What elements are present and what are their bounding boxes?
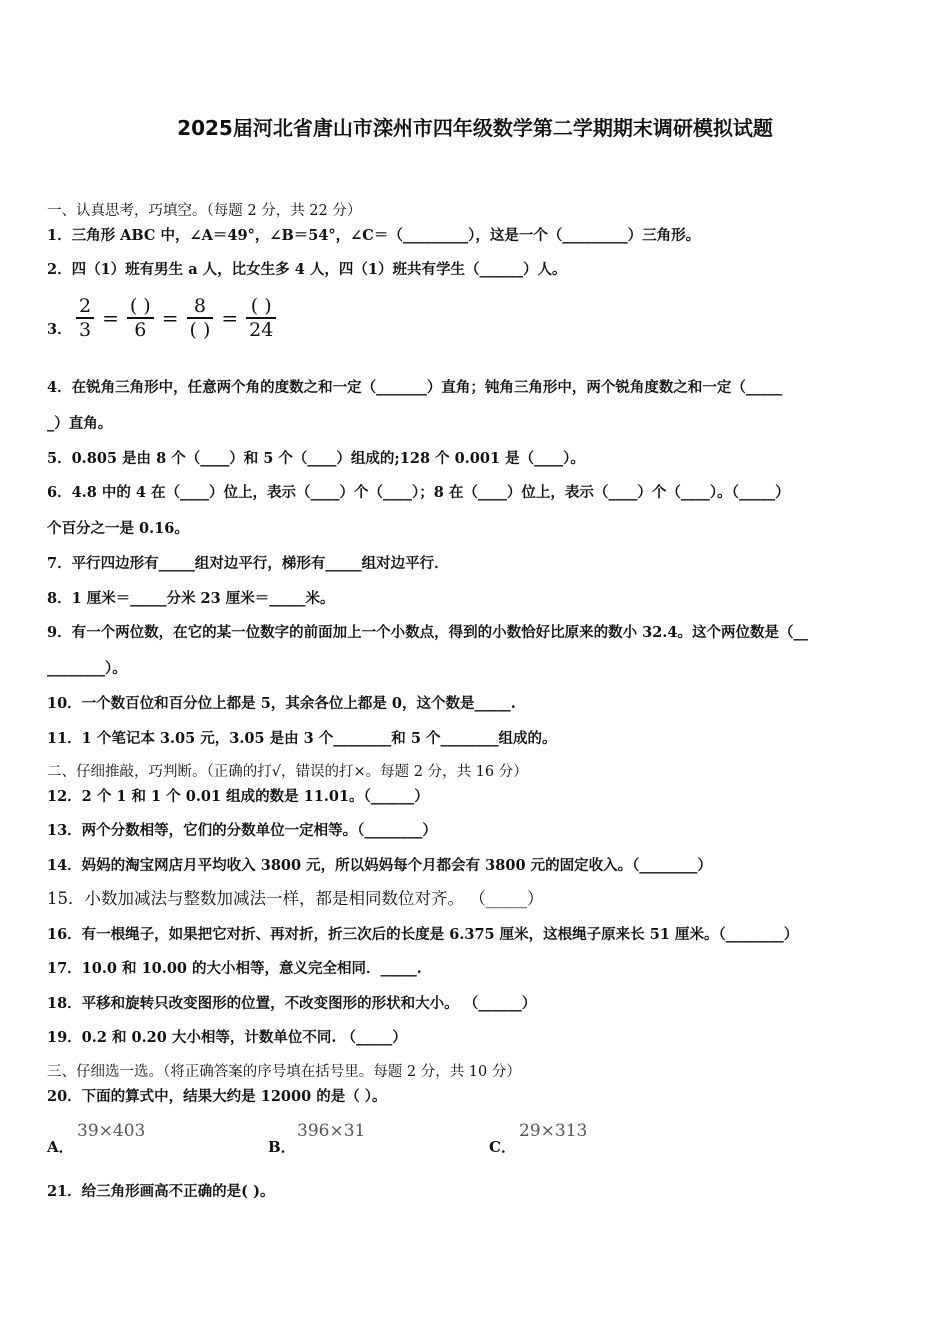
option-letter: A． xyxy=(47,1138,74,1156)
question-9-line-2: ________）。 xyxy=(47,660,127,677)
section-1-heading: 一、认真思考，巧填空。（每题 2 分，共 22 分） xyxy=(47,203,362,219)
question-4-line-1: 4．在锐角三角形中，任意两个角的度数之和一定（_______）直角；钝角三角形中，两个锐角度数之和一定（_____ xyxy=(47,379,783,396)
question-1: 1．三角形 ABC 中，∠A＝49°，∠B＝54°，∠C＝（_________），这是一个（_________）三角形。 xyxy=(47,227,701,244)
question-12: 12．2 个 1 和 1 个 0.01 组成的数是 11.01。（______） xyxy=(47,788,429,805)
question-21: 21．给三角形画高不正确的是( )。 xyxy=(47,1183,275,1200)
fraction-denominator: 6 xyxy=(134,319,147,341)
fraction-1 xyxy=(76,295,94,341)
fraction-4 xyxy=(246,295,276,341)
question-4-line-2: _）直角。 xyxy=(47,415,113,432)
question-3-fractions xyxy=(72,290,280,346)
option-expression: 396×31 xyxy=(297,1121,366,1141)
equals-sign: = xyxy=(161,306,179,330)
question-8: 8．1 厘米＝_____分米 23 厘米＝_____米。 xyxy=(47,590,335,607)
fraction-numerator: 8 xyxy=(193,295,206,317)
fraction-numerator: ( ) xyxy=(129,295,151,317)
question-17: 17．10.0 和 10.00 的大小相等，意义完全相同．_____. xyxy=(47,960,422,977)
question-9-line-1: 9．有一个两位数，在它的某一位数字的前面加上一个小数点，得到的小数恰好比原来的数小 32.4。这个两位数是（__ xyxy=(47,624,808,641)
question-3-label: 3． xyxy=(47,321,72,338)
option-expression: 29×313 xyxy=(519,1121,588,1141)
question-15: 15．小数加减法与整数加减法一样，都是相同数位对齐。 （_____） xyxy=(47,889,544,908)
fraction-denominator: ( ) xyxy=(189,319,211,341)
option-letter: C． xyxy=(489,1138,516,1156)
fraction-numerator: 2 xyxy=(79,295,92,317)
fraction-3 xyxy=(187,295,214,341)
question-7: 7．平行四边形有_____组对边平行，梯形有_____组对边平行． xyxy=(47,555,449,572)
page-title: 2025届河北省唐山市滦州市四年级数学第二学期期末调研模拟试题 xyxy=(177,116,773,140)
question-18: 18．平移和旋转只改变图形的位置，不改变图形的形状和大小。 （______） xyxy=(47,995,537,1012)
question-20: 20．下面的算式中，结果大约是 12000 的是（ ）。 xyxy=(47,1088,387,1105)
fraction-2 xyxy=(127,295,154,341)
fraction-denominator: 3 xyxy=(79,319,92,341)
fraction-numerator: ( ) xyxy=(250,295,272,317)
question-13: 13．两个分数相等，它们的分数单位一定相等。（________） xyxy=(47,822,437,839)
question-19: 19．0.2 和 0.20 大小相等，计数单位不同. （_____） xyxy=(47,1029,407,1046)
question-6-line-1: 6．4.8 中的 4 在（____）位上，表示（____）个（____）；8 在（____）位上，表示（____）个（____）。（_____） xyxy=(47,484,790,501)
section-3-heading: 三、仔细选一选。（将正确答案的序号填在括号里。每题 2 分，共 10 分） xyxy=(47,1064,521,1080)
question-2: 2．四（1）班有男生 a 人，比女生多 4 人，四（1）班共有学生（______）人。 xyxy=(47,261,567,278)
question-10: 10．一个数百位和百分位上都是 5，其余各位上都是 0，这个数是_____. xyxy=(47,695,516,712)
option-letter: B． xyxy=(268,1138,296,1156)
question-16: 16．有一根绳子，如果把它对折、再对折，折三次后的长度是 6.375 厘米，这根绳子原来长 51 厘米。（________） xyxy=(47,926,799,943)
fraction-denominator: 24 xyxy=(249,319,274,341)
option-expression: 39×403 xyxy=(77,1121,146,1141)
section-2-heading: 二、仔细推敲，巧判断。（正确的打√，错误的打×。每题 2 分，共 16 分） xyxy=(47,764,528,780)
question-11: 11．1 个笔记本 3.05 元，3.05 是由 3 个________和 5 个________组成的。 xyxy=(47,730,557,747)
question-5: 5．0.805 是由 8 个（____）和 5 个（____）组成的;128 个 0.001 是（____）。 xyxy=(47,450,585,467)
equals-sign: = xyxy=(102,306,119,330)
equals-sign: = xyxy=(221,306,239,330)
question-14: 14．妈妈的淘宝网店月平均收入 3800 元，所以妈妈每个月都会有 3800 元的固定收入。（________） xyxy=(47,857,712,874)
question-6-line-2: 个百分之一是 0.16。 xyxy=(47,520,189,537)
